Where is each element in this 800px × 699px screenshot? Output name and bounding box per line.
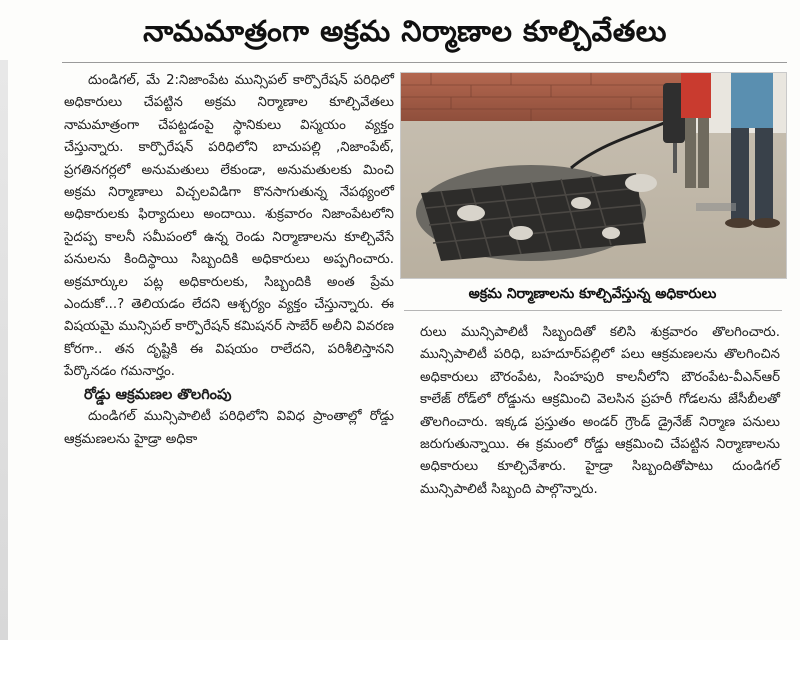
article-headline: నామమాత్రంగా అక్రమ నిర్మాణాల కూల్చివేతలు [143, 14, 667, 48]
body-paragraph-1: దుండిగల్, మే 2:నిజాంపేట మున్సిపల్ కార్పొరేషన్ పరిధిలో అధికారులు చేపట్టిన అక్రమ నిర్మాణాల కూల్చివేతలు నామమాత్రంగా చేపట్టడంపై స్థానికులు విస్మయం వ్యక్తం చేస్తున్నారు. కార్పొరేషన్ పరిధిలోని బాచుపల్లి ,నిజాంపేట్, ప్రగతినగర్లలో అనుమతులు లేకుండా, అనుమతులకు మించి అక్రమ నిర్మాణాలు విచ్చలవిడిగా కొనసాగుతున్న నేపథ్యంలో అధికారులకు ఫిర్యాదులు అందాయి. శుక్రవారం నిజాంపేటలోని సైదప్ప కాలనీ సమీపంలో ఉన్న రెండు నిర్మాణాలను కూల్చివేసే పనులను కిందిస్థాయి సిబ్బందికి అధికారులు అప్పగించారు. అక్రమార్కుల పట్ల అధికారులకు, సిబ్బందికి అంత ప్రేమ ఎందుకో...? తెలియడం లేదని ఆశ్చర్యం వ్యక్తం చేస్తున్నారు. ఈ విషయమై మున్సిపల్ కార్పొరేషన్ కమిషనర్ సాబేర్ అలీని వివరణ కోరగా.. తన దృష్టికి ఈ విషయం రాలేదని, పరిశీలిస్తానని పేర్కొనడం గమనార్హం. [64, 73, 394, 380]
section-subheading: రోడ్డు ఆక్రమణల తొలగింపు [84, 386, 232, 403]
demolition-photo-image [401, 73, 786, 278]
scan-edge [0, 60, 8, 640]
caption-divider [404, 310, 782, 311]
article-photo [400, 72, 787, 279]
photo-caption: అక్రమ నిర్మాణాలను కూల్చివేస్తున్న అధికారులు [468, 286, 717, 302]
body-paragraph-2: దుండిగల్ మున్సిపాలిటీ పరిధిలోని వివిధ ప్రాంతాల్లో రోడ్డు ఆక్రమణలను హైడ్రా అధికా [64, 409, 394, 447]
body-paragraph-3: రులు మున్సిపాలిటీ సిబ్బందితో కలిసి శుక్రవారం తొలగించారు. మున్సిపాలిటీ పరిధి, బహదూర్‌పల్లిలో పలు ఆక్రమణలను తొలగించిన అధికారులు బౌరంపేట, సింహపురి కాలనీలోని బౌరంపేట-వీఎన్ఆర్ కాలేజ్ రోడ్‌లో రోడ్డును ఆక్రమించి వెలసిన ప్రహరీ గోడలను జేసీబీలతో తొలగించారు. ఇక్కడ ప్రస్తుతం అండర్ గ్రౌండ్ డ్రైనేజ్ నిర్మాణ పనులు జరుగుతున్నాయి. ఈ క్రమంలో రోడ్డు ఆక్రమించి చేపట్టిన నిర్మాణాలను అధికారులు కూల్చివేశారు. హైడ్రా సిబ్బందితోపాటు దుండిగల్ మున్సిపాలిటీ సిబ్బంది పాల్గొన్నారు. [420, 325, 780, 497]
left-column [64, 70, 394, 451]
right-column [420, 322, 780, 501]
headline-divider [62, 62, 787, 63]
